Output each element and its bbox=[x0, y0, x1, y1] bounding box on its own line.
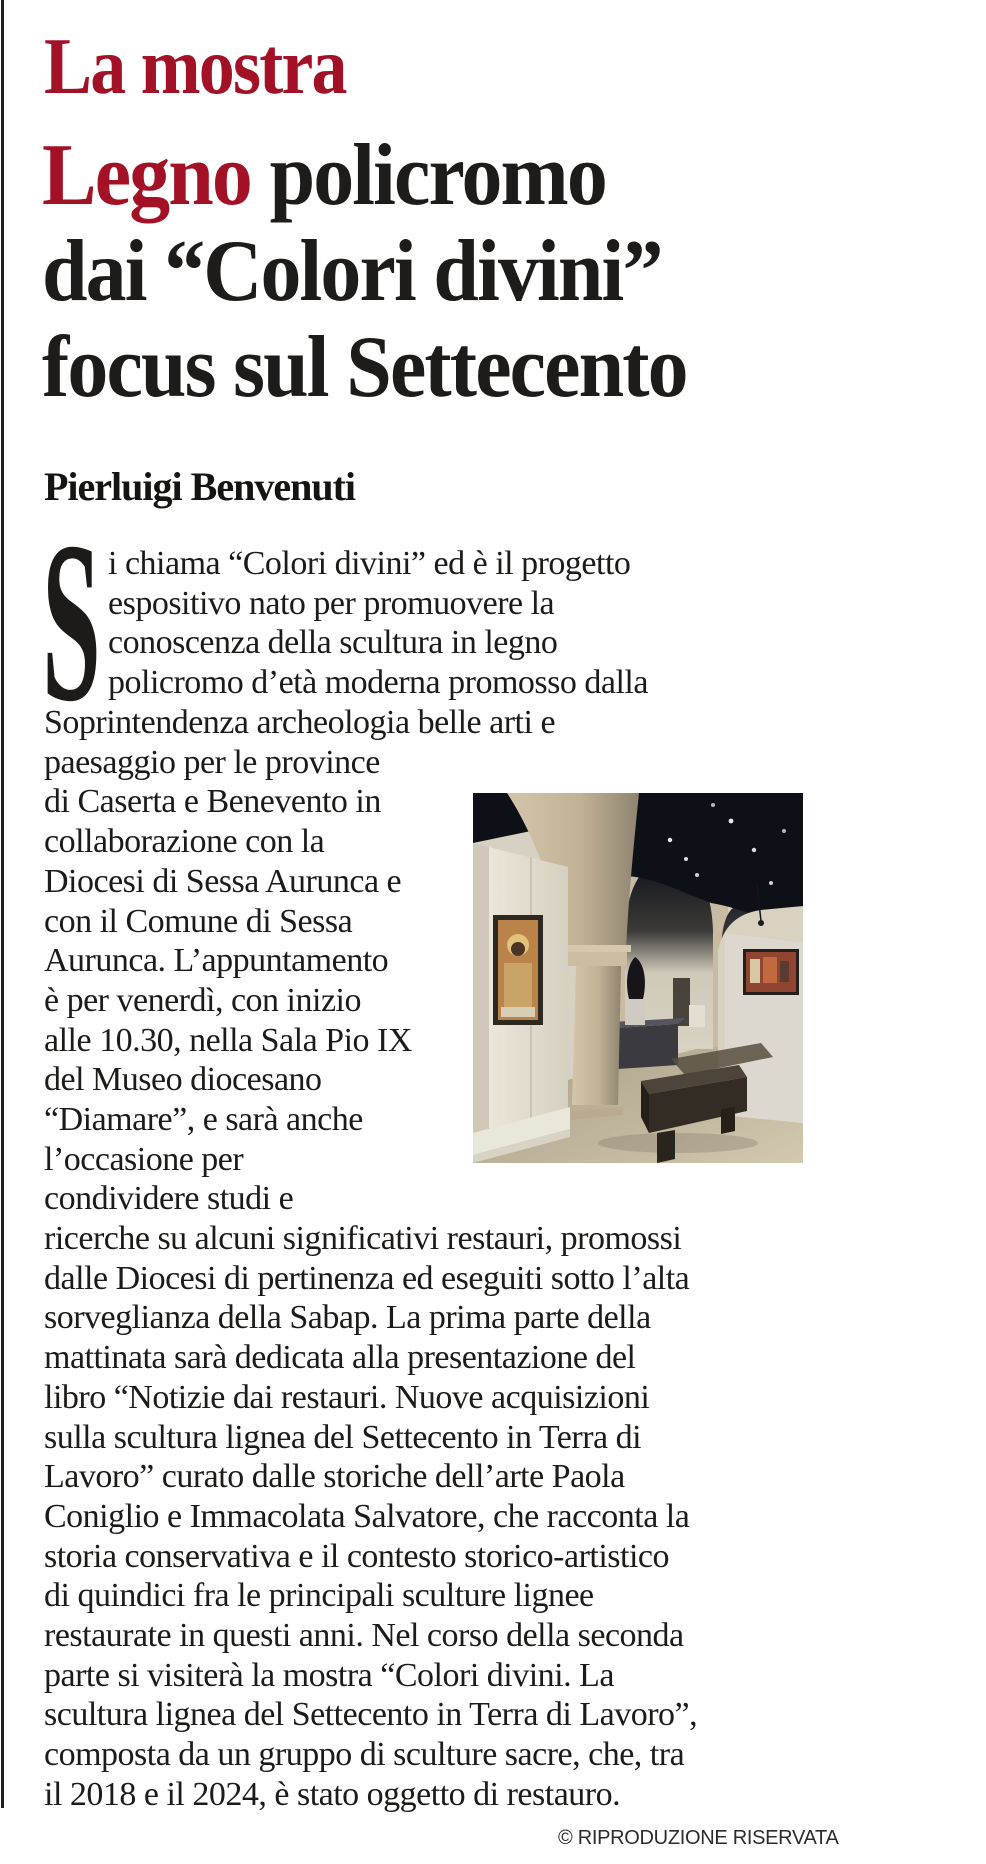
headline-accent-word: Legno bbox=[42, 127, 251, 224]
body-line: di quindici fra le principali sculture lignee bbox=[44, 1577, 594, 1615]
body-line: sorveglianza della Sabap. La prima parte della bbox=[44, 1299, 651, 1337]
kicker: La mostra bbox=[44, 23, 346, 111]
body-line: scultura lignea del Settecento in Terra di Lavoro”, bbox=[44, 1696, 698, 1734]
body-bottom-lines bbox=[44, 1219, 697, 1815]
headline bbox=[42, 128, 687, 416]
right-wall-painting bbox=[743, 949, 799, 995]
body-line: Soprintendenza archeologia belle arti e bbox=[44, 704, 556, 741]
sculpture-pedestal bbox=[625, 999, 645, 1025]
body-line: del Museo diocesano bbox=[44, 1061, 322, 1099]
body-line: di Caserta e Benevento in bbox=[44, 783, 381, 821]
body-line: policromo d’età moderna promosso dalla bbox=[108, 664, 648, 702]
dropcap-letter: S bbox=[42, 494, 101, 749]
copyright-notice: © RIPRODUZIONE RISERVATA bbox=[558, 1827, 839, 1849]
left-wall-painting bbox=[493, 915, 543, 1025]
body-line: collaborazione con la bbox=[44, 823, 325, 861]
museum-gallery-illustration bbox=[473, 793, 803, 1163]
body-line: sulla scultura lignea del Settecento in Terra di bbox=[44, 1418, 642, 1456]
body-line: composta da un gruppo di sculture sacre, che, tra bbox=[44, 1736, 685, 1774]
body-line: libro “Notizie dai restauri. Nuove acquisizioni bbox=[44, 1378, 650, 1416]
body-line: restaurate in questi anni. Nel corso della seconda bbox=[44, 1617, 684, 1655]
article-photo-museum-gallery bbox=[473, 793, 803, 1163]
bench-leg-left bbox=[657, 1130, 675, 1163]
headline-line-2: dai “Colori divini” bbox=[42, 223, 662, 320]
body-line: mattinata sarà dedicata alla presentazione del bbox=[44, 1339, 636, 1377]
body-line: storia conservativa e il contesto storico-artistico bbox=[44, 1537, 670, 1575]
headline-line-1 bbox=[42, 128, 687, 224]
body-line: Aurunca. L’appuntamento bbox=[44, 942, 389, 980]
body-line: conoscenza della scultura in legno bbox=[108, 624, 558, 662]
body-line: l’occasione per bbox=[44, 1140, 244, 1178]
body-opening-lines bbox=[108, 544, 648, 703]
bench-leg-right bbox=[721, 1107, 735, 1134]
distant-pedestal bbox=[689, 1005, 705, 1027]
body-line: espositivo nato per promuovere la bbox=[108, 584, 555, 622]
body-line: “Diamare”, e sarà anche bbox=[44, 1101, 363, 1139]
column-rule-left bbox=[1, 0, 4, 1808]
body-line: parte si visiterà la mostra “Colori divini. La bbox=[44, 1656, 614, 1694]
painting-head bbox=[511, 942, 525, 956]
body-line: alle 10.30, nella Sala Pio IX bbox=[44, 1021, 412, 1059]
byline: Pierluigi Benvenuti bbox=[44, 464, 355, 509]
body-line: con il Comune di Sessa bbox=[44, 902, 353, 940]
body-line: Lavoro” curato dalle storiche dell’arte Paola bbox=[44, 1458, 625, 1496]
headline-line-3: focus sul Settecento bbox=[42, 319, 687, 416]
headline-line-1-rest: policromo bbox=[250, 127, 606, 224]
body-line: paesaggio per le province bbox=[44, 743, 380, 781]
light-fixture bbox=[758, 920, 764, 926]
body-line: è per venerdì, con inizio bbox=[44, 981, 361, 1019]
body-line: Diocesi di Sessa Aurunca e bbox=[44, 862, 402, 900]
body-line: Coniglio e Immacolata Salvatore, che racconta la bbox=[44, 1497, 690, 1535]
body-line: ricerche su alcuni significativi restauri, promossi bbox=[44, 1220, 682, 1257]
body-line: dalle Diocesi di pertinenza ed eseguiti sotto l’alta bbox=[44, 1259, 690, 1297]
body-line: il 2018 e il 2024, è stato oggetto di restauro. bbox=[44, 1775, 621, 1813]
body-line: i chiama “Colori divini” ed è il progetto bbox=[108, 545, 631, 582]
body-line: condividere studi e bbox=[44, 1180, 294, 1218]
